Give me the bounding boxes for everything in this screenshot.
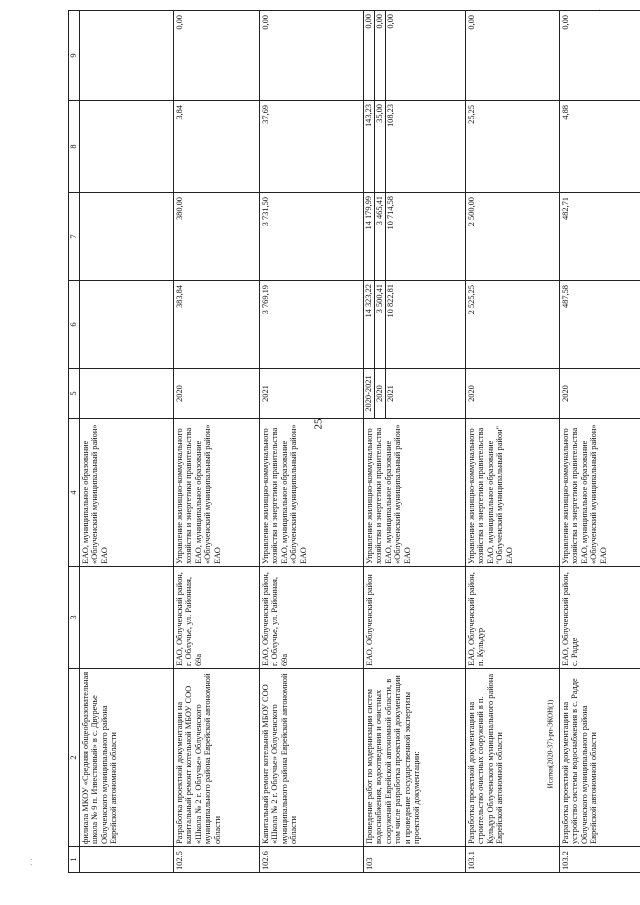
column-header-9: 9: [69, 11, 80, 101]
column-header-4: 4: [69, 419, 80, 567]
cell-name: Разработка проектной документации на капитальный ремонт котельной МБОУ СОО «Школа № 2 г. Облучье» Облученского муниципального района Еврейской автономной области: [174, 669, 260, 847]
cell-value: 108,23: [386, 104, 395, 128]
cell-name: Проведение работ по модернизации систем водоснабжения, водоотведения и очистных сооружений Еврейской автономной области, в том числе разработка проектной документации и проведение государственной экспертизы проектной документации:: [364, 669, 466, 847]
cell-location: ЕАО, Облученский район, г. Облучье, ул. Районная, 69а: [260, 567, 364, 669]
cell-col9: 0,00: [260, 11, 364, 101]
cell-location: ЕАО, Облученский район: [364, 567, 466, 669]
cell-col9: [80, 11, 174, 101]
cell-col7: 482,71: [560, 193, 640, 281]
cell-col9: 0,00: [466, 11, 560, 101]
cell-customer: Управление жилищно-коммунального хозяйства и энергетики правительства ЕАО, муниципальное образование «Облученский муниципальный район» ЕАО: [174, 419, 260, 567]
cell-col8: [364, 101, 466, 193]
cell-col9: [364, 11, 466, 101]
cell-value: 14 323,22: [364, 281, 375, 368]
cell-value: 3 465,41: [375, 193, 386, 280]
cell-value: 0,00: [386, 14, 395, 29]
cell-value: 3 500,41: [375, 281, 386, 368]
cell-col7: [80, 193, 174, 281]
scan-mark: ·: [598, 6, 601, 15]
cell-years: [80, 369, 174, 419]
cell-location: ЕАО, Облученский район, г. Облучье, ул. Районная, 69а: [174, 567, 260, 669]
rotated-table-container: [68, 11, 640, 873]
table-row: [80, 11, 174, 873]
cell-col8: 3,84: [174, 101, 260, 193]
cell-years: 2020: [560, 369, 640, 419]
column-header-1: 1: [69, 847, 80, 873]
cell-customer: Управление жилищно-коммунального хозяйства и энергетики правительства ЕАО, муниципальное образование «Облученский муниципальный район» ЕАО: [364, 419, 466, 567]
cell-location: ЕАО, Облученский район, с. Радде: [560, 567, 640, 669]
cell-col7: [364, 193, 466, 281]
cell-years: 2021: [260, 369, 364, 419]
table-row: [560, 11, 640, 873]
cell-name: Разработка проектной документации на строительство очистных сооружений в п. Кульдур Облученского муниципального района Еврейской автономной области: [466, 669, 560, 847]
program-table: [68, 10, 640, 873]
cell-number: [80, 847, 174, 873]
cell-years: 2020: [466, 369, 560, 419]
column-header-6: 6: [69, 281, 80, 369]
cell-name: филиала МКОУ «Средняя общеобразовательная школа № 9 п. Известковый» в с. Двуречье Облученского муниципального района Еврейской автономной области: [80, 669, 174, 847]
cell-col8: 37,69: [260, 101, 364, 193]
cell-customer: Управление жилищно-коммунального хозяйства и энергетики правительства ЕАО, муниципальное образование «Облученский муниципальный район» ЕАО: [260, 419, 364, 567]
table-row: [174, 11, 260, 873]
table-row: [260, 11, 364, 873]
cell-col8: [80, 101, 174, 193]
cell-col7: 380,00: [174, 193, 260, 281]
cell-customer: Управление жилищно-коммунального хозяйства и энергетики правительства ЕАО, муниципальное образование "Облученский муниципальный район" ЕАО: [466, 419, 560, 567]
cell-number: 103.2: [560, 847, 640, 873]
cell-total: 487,58: [560, 281, 640, 369]
cell-value: 10 822,81: [386, 284, 395, 318]
cell-location: ЕАО, Облученский район, п. Кульдур: [466, 567, 560, 669]
cell-name: Разработка проектной документации на устройство системы водоснабжения в с. Радде Облученского муниципального района Еврейской автономной области: [560, 669, 640, 847]
cell-value: 10 714,58: [386, 196, 395, 230]
cell-years: [364, 369, 466, 419]
document-code: Исаткн(2020-37)-рп-ЭКОН(1): [546, 699, 555, 789]
cell-total: [80, 281, 174, 369]
table-row: [364, 11, 466, 873]
column-header-2: 2: [69, 669, 80, 847]
cell-col7: 3 731,50: [260, 193, 364, 281]
column-header-5: 5: [69, 369, 80, 419]
cell-total: 2 525,25: [466, 281, 560, 369]
cell-total: 383,84: [174, 281, 260, 369]
cell-customer: ЕАО, муниципальное образование «Облученский муниципальный район» ЕАО: [80, 419, 174, 567]
cell-value: 2020: [375, 369, 386, 418]
cell-number: 102.5: [174, 847, 260, 873]
cell-value: 143,23: [364, 101, 375, 192]
cell-col7: 2 500,00: [466, 193, 560, 281]
cell-name: Капитальный ремонт котельной МБОУ СОО «Школа № 2 г. Облучье» Облученского муниципального района Еврейской автономной области: [260, 669, 364, 847]
cell-number: 103.1: [466, 847, 560, 873]
column-header-8: 8: [69, 101, 80, 193]
cell-col8: 4,88: [560, 101, 640, 193]
table-row: [466, 11, 560, 873]
cell-customer: Управление жилищно-коммунального хозяйства и энергетики правительства ЕАО, муниципальное образование «Облученский муниципальный район» ЕАО: [560, 419, 640, 567]
cell-value: 2020-2021: [364, 369, 375, 418]
scan-mark: ⁚: [30, 858, 33, 867]
column-header-7: 7: [69, 193, 80, 281]
cell-value: 35,00: [375, 101, 386, 192]
cell-location: [80, 567, 174, 669]
page-number: 25: [312, 418, 325, 430]
table-body: [80, 11, 640, 873]
header-row: [69, 11, 80, 873]
cell-value: 2021: [386, 385, 395, 402]
cell-total: [364, 281, 466, 369]
cell-years: 2020: [174, 369, 260, 419]
cell-number: 103: [364, 847, 466, 873]
cell-value: 14 179,99: [364, 193, 375, 280]
cell-value: 0,00: [375, 11, 386, 100]
cell-value: 0,00: [364, 11, 375, 100]
cell-col9: 0,00: [560, 11, 640, 101]
cell-col8: 25,25: [466, 101, 560, 193]
column-header-3: 3: [69, 567, 80, 669]
cell-total: 3 769,19: [260, 281, 364, 369]
cell-col9: 0,00: [174, 11, 260, 101]
cell-number: 102.6: [260, 847, 364, 873]
